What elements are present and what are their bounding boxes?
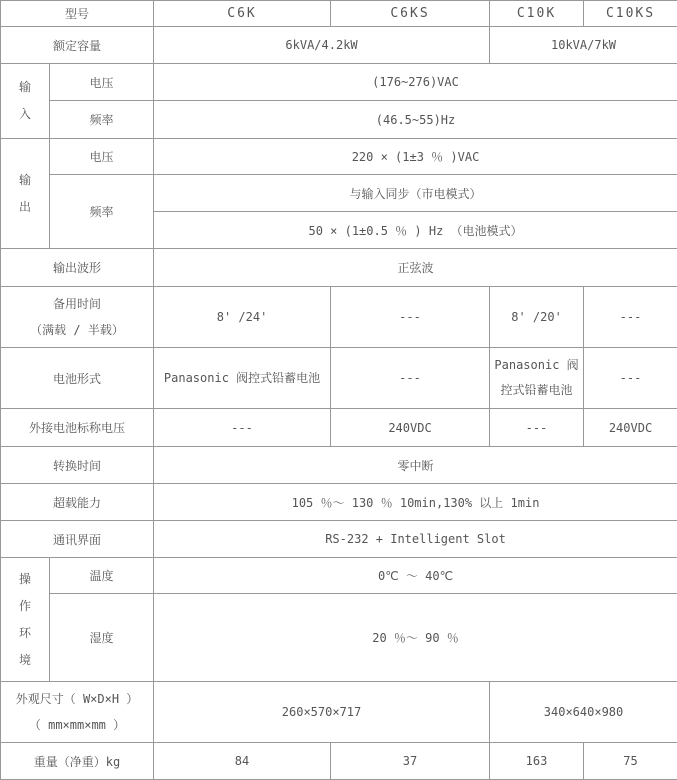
transfer-time-row — [1, 447, 677, 484]
waveform-row — [1, 249, 677, 287]
backup-time-c10k: 8' /20' — [490, 287, 584, 348]
dimensions-label — [1, 682, 154, 743]
dimensions-label-line2: （ mm×mm×mm ） — [3, 712, 151, 738]
output-voltage-value: 220 × (1±3 ％ )VAC — [154, 139, 677, 175]
battery-type-c6ks: --- — [331, 348, 490, 409]
ext-battery-voltage-c10k: --- — [490, 409, 584, 447]
transfer-time-label: 转换时间 — [1, 447, 154, 484]
battery-type-row — [1, 348, 677, 409]
input-voltage-row — [1, 64, 677, 101]
backup-time-c6k: 8' /24' — [154, 287, 331, 348]
weight-row — [1, 743, 677, 780]
input-voltage-label: 电压 — [50, 64, 154, 101]
communication-label: 通讯界面 — [1, 521, 154, 558]
ext-battery-voltage-label: 外接电池标称电压 — [1, 409, 154, 447]
dimensions-label-line1: 外观尺寸（ W×D×H ） — [3, 686, 151, 712]
battery-type-c10ks: --- — [584, 348, 677, 409]
overload-label: 超载能力 — [1, 484, 154, 521]
capacity-row — [1, 27, 677, 64]
transfer-time-value: 零中断 — [154, 447, 677, 484]
battery-type-c6k: Panasonic 阀控式铅蓄电池 — [154, 348, 331, 409]
weight-c10ks: 75 — [584, 743, 677, 780]
capacity-value-6k: 6kVA/4.2kW — [154, 27, 490, 64]
communication-row — [1, 521, 677, 558]
model-row — [1, 1, 677, 27]
weight-c6ks: 37 — [331, 743, 490, 780]
overload-value: 105 ％～ 130 ％ 10min,130% 以上 1min — [154, 484, 677, 521]
output-frequency-utility-row — [1, 175, 677, 212]
environment-group-label — [1, 558, 50, 682]
output-group-text: 输出 — [18, 167, 32, 221]
environment-temperature-row — [1, 558, 677, 594]
ext-battery-voltage-c6k: --- — [154, 409, 331, 447]
backup-time-label-line2: （满载 / 半载） — [3, 317, 151, 343]
backup-time-row — [1, 287, 677, 348]
output-frequency-utility-value: 与输入同步（市电模式） — [154, 175, 677, 212]
weight-label: 重量（净重）kg — [1, 743, 154, 780]
dimensions-row — [1, 682, 677, 743]
battery-type-label: 电池形式 — [1, 348, 154, 409]
model-header-c10ks: C10KS — [584, 1, 677, 27]
backup-time-label-line1: 备用时间 — [3, 291, 151, 317]
output-frequency-label: 频率 — [50, 175, 154, 249]
input-group-text: 输入 — [18, 74, 32, 128]
model-header-c6k: C6K — [154, 1, 331, 27]
temperature-value: 0℃ ～ 40℃ — [154, 558, 677, 594]
humidity-value: 20 ％～ 90 ％ — [154, 594, 677, 682]
temperature-label: 温度 — [50, 558, 154, 594]
dimensions-value-6k: 260×570×717 — [154, 682, 490, 743]
humidity-label: 湿度 — [50, 594, 154, 682]
output-group-label — [1, 139, 50, 249]
input-voltage-value: (176~276)VAC — [154, 64, 677, 101]
environment-humidity-row — [1, 594, 677, 682]
ext-battery-voltage-c6ks: 240VDC — [331, 409, 490, 447]
model-row-label: 型号 — [1, 1, 154, 27]
waveform-label: 输出波形 — [1, 249, 154, 287]
model-header-c10k: C10K — [490, 1, 584, 27]
environment-group-text: 操作环境 — [18, 566, 32, 674]
backup-time-c10ks: --- — [584, 287, 677, 348]
communication-value: RS-232 + Intelligent Slot — [154, 521, 677, 558]
output-frequency-battery-value: 50 × (1±0.5 ％ ) Hz （电池模式） — [154, 212, 677, 249]
input-frequency-label: 频率 — [50, 101, 154, 139]
backup-time-c6ks: --- — [331, 287, 490, 348]
input-frequency-value: (46.5~55)Hz — [154, 101, 677, 139]
ext-battery-voltage-row — [1, 409, 677, 447]
model-header-c6ks: C6KS — [331, 1, 490, 27]
ext-battery-voltage-c10ks: 240VDC — [584, 409, 677, 447]
battery-type-c10k: Panasonic 阀控式铅蓄电池 — [490, 348, 584, 409]
output-voltage-row — [1, 139, 677, 175]
input-frequency-row — [1, 101, 677, 139]
capacity-value-10k: 10kVA/7kW — [490, 27, 677, 64]
backup-time-label — [1, 287, 154, 348]
capacity-label: 额定容量 — [1, 27, 154, 64]
overload-row — [1, 484, 677, 521]
output-voltage-label: 电压 — [50, 139, 154, 175]
dimensions-value-10k: 340×640×980 — [490, 682, 677, 743]
weight-c10k: 163 — [490, 743, 584, 780]
weight-c6k: 84 — [154, 743, 331, 780]
input-group-label — [1, 64, 50, 139]
waveform-value: 正弦波 — [154, 249, 677, 287]
